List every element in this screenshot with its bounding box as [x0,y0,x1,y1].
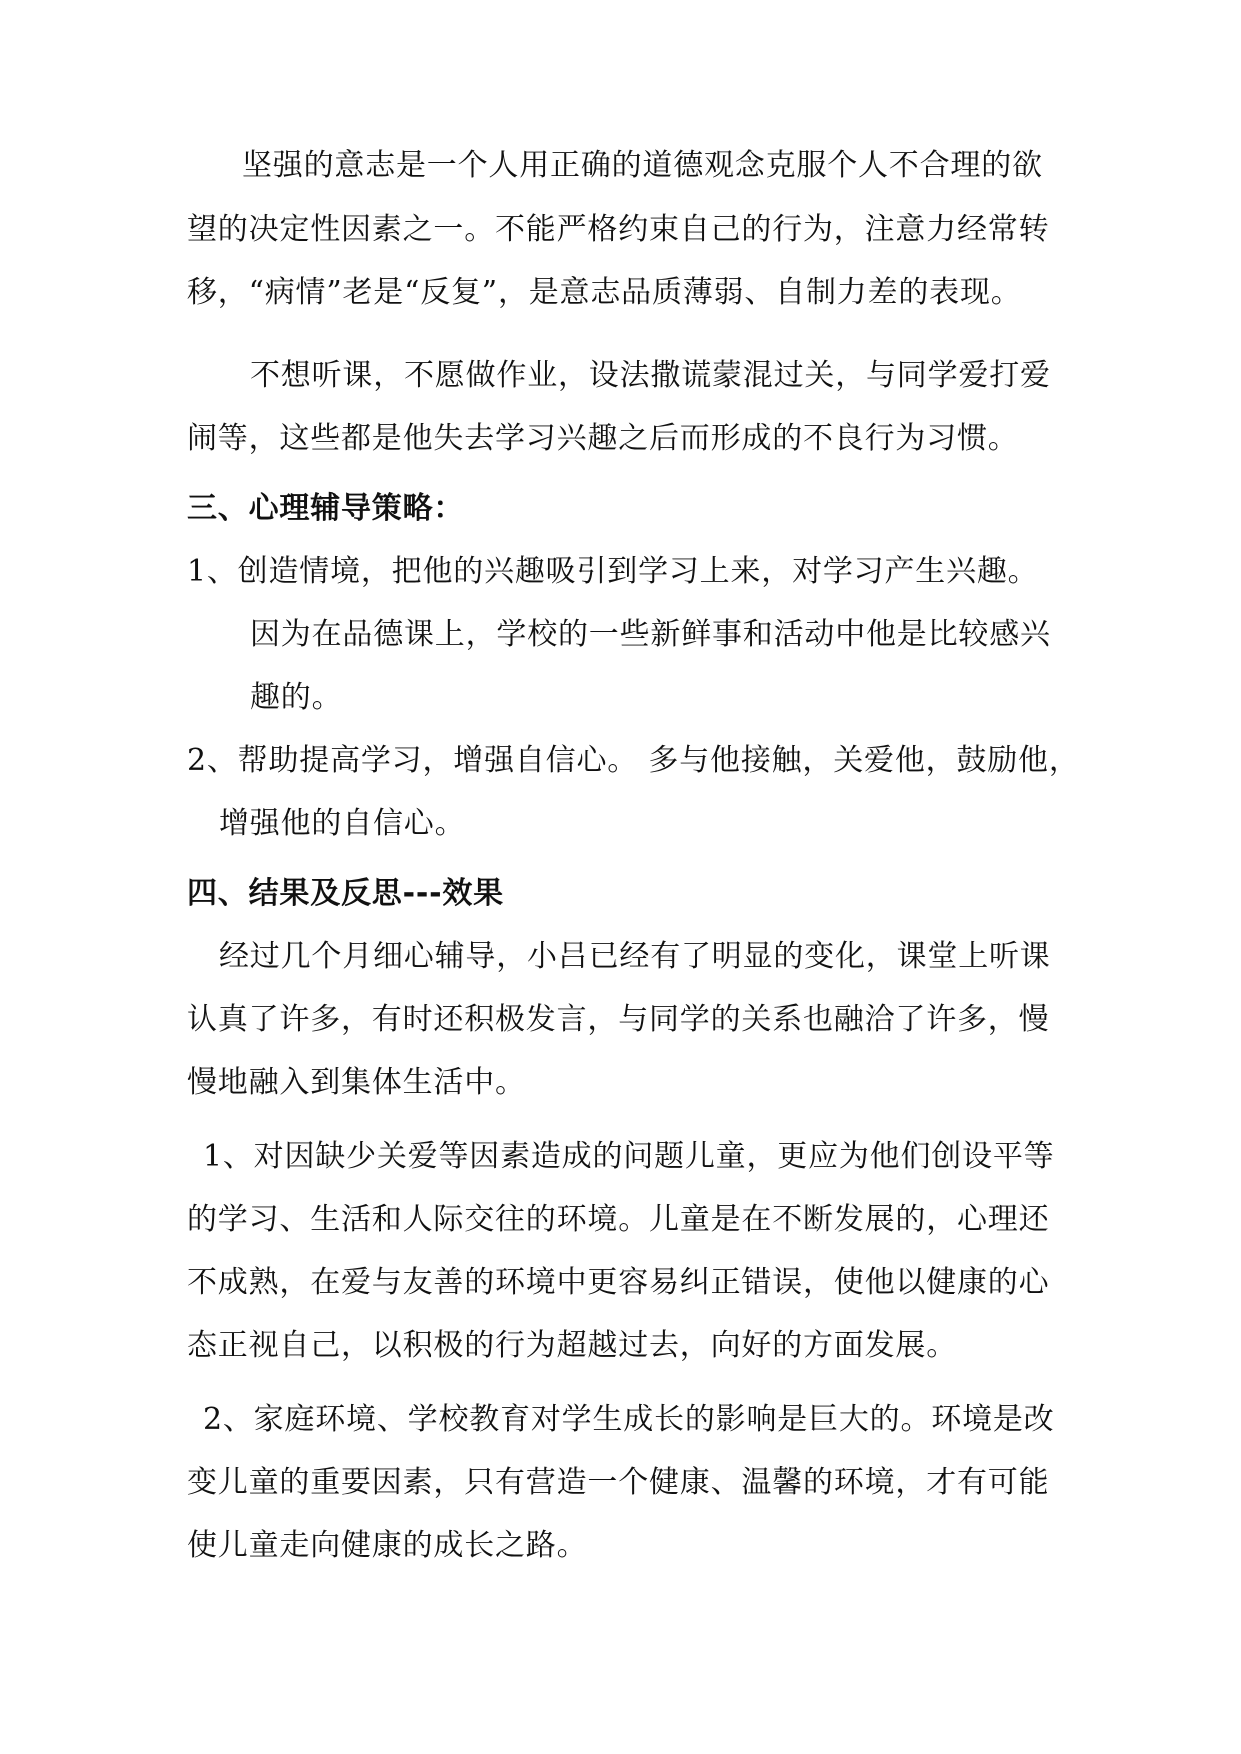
paragraph-line: 不成熟，在爱与友善的环境中更容易纠正错误，使他以健康的心 [187,1265,1050,1300]
list-item-line: 增强他的自信心。 [219,806,466,841]
list-item-line: 趣的。 [250,680,343,715]
paragraph-line: 的学习、生活和人际交往的环境。儿童是在不断发展的，心理还 [187,1202,1050,1237]
list-item-line: 2、帮助提高学习，增强自信心。 多与他接触，关爱他，鼓励他， [187,743,1080,778]
paragraph-line: 坚强的意志是一个人用正确的道德观念克服个人不合理的欲 [242,148,1043,183]
list-item-line: 因为在品德课上，学校的一些新鲜事和活动中他是比较感兴 [250,617,1051,652]
section-heading-results: 四、结果及反思---效果 [187,876,504,911]
paragraph-line: 1、对因缺少关爱等因素造成的问题儿童，更应为他们创设平等 [203,1139,1055,1174]
list-item-line: 1、创造情境，把他的兴趣吸引到学习上来，对学习产生兴趣。 [187,554,1039,589]
paragraph-line: 认真了许多，有时还积极发言，与同学的关系也融洽了许多，慢 [187,1002,1050,1037]
paragraph-line: 使儿童走向健康的成长之路。 [187,1528,588,1563]
section-heading-strategy: 三、心理辅导策略： [187,491,465,526]
paragraph-line: 经过几个月细心辅导，小吕已经有了明显的变化，课堂上听课 [219,939,1051,974]
paragraph-line: 不想听课，不愿做作业，设法撒谎蒙混过关，与同学爱打爱 [250,358,1051,393]
paragraph-line: 望的决定性因素之一。不能严格约束自己的行为，注意力经常转 [187,212,1050,247]
paragraph-line: 移，“病情”老是“反复”，是意志品质薄弱、自制力差的表现。 [187,275,1022,310]
paragraph-line: 变儿童的重要因素，只有营造一个健康、温馨的环境，才有可能 [187,1465,1050,1500]
paragraph-line: 慢地融入到集体生活中。 [187,1065,526,1100]
paragraph-line: 2、家庭环境、学校教育对学生成长的影响是巨大的。环境是改 [203,1402,1055,1437]
paragraph-line: 态正视自己，以积极的行为超越过去，向好的方面发展。 [187,1328,957,1363]
paragraph-line: 闹等，这些都是他失去学习兴趣之后而形成的不良行为习惯。 [187,421,1019,456]
